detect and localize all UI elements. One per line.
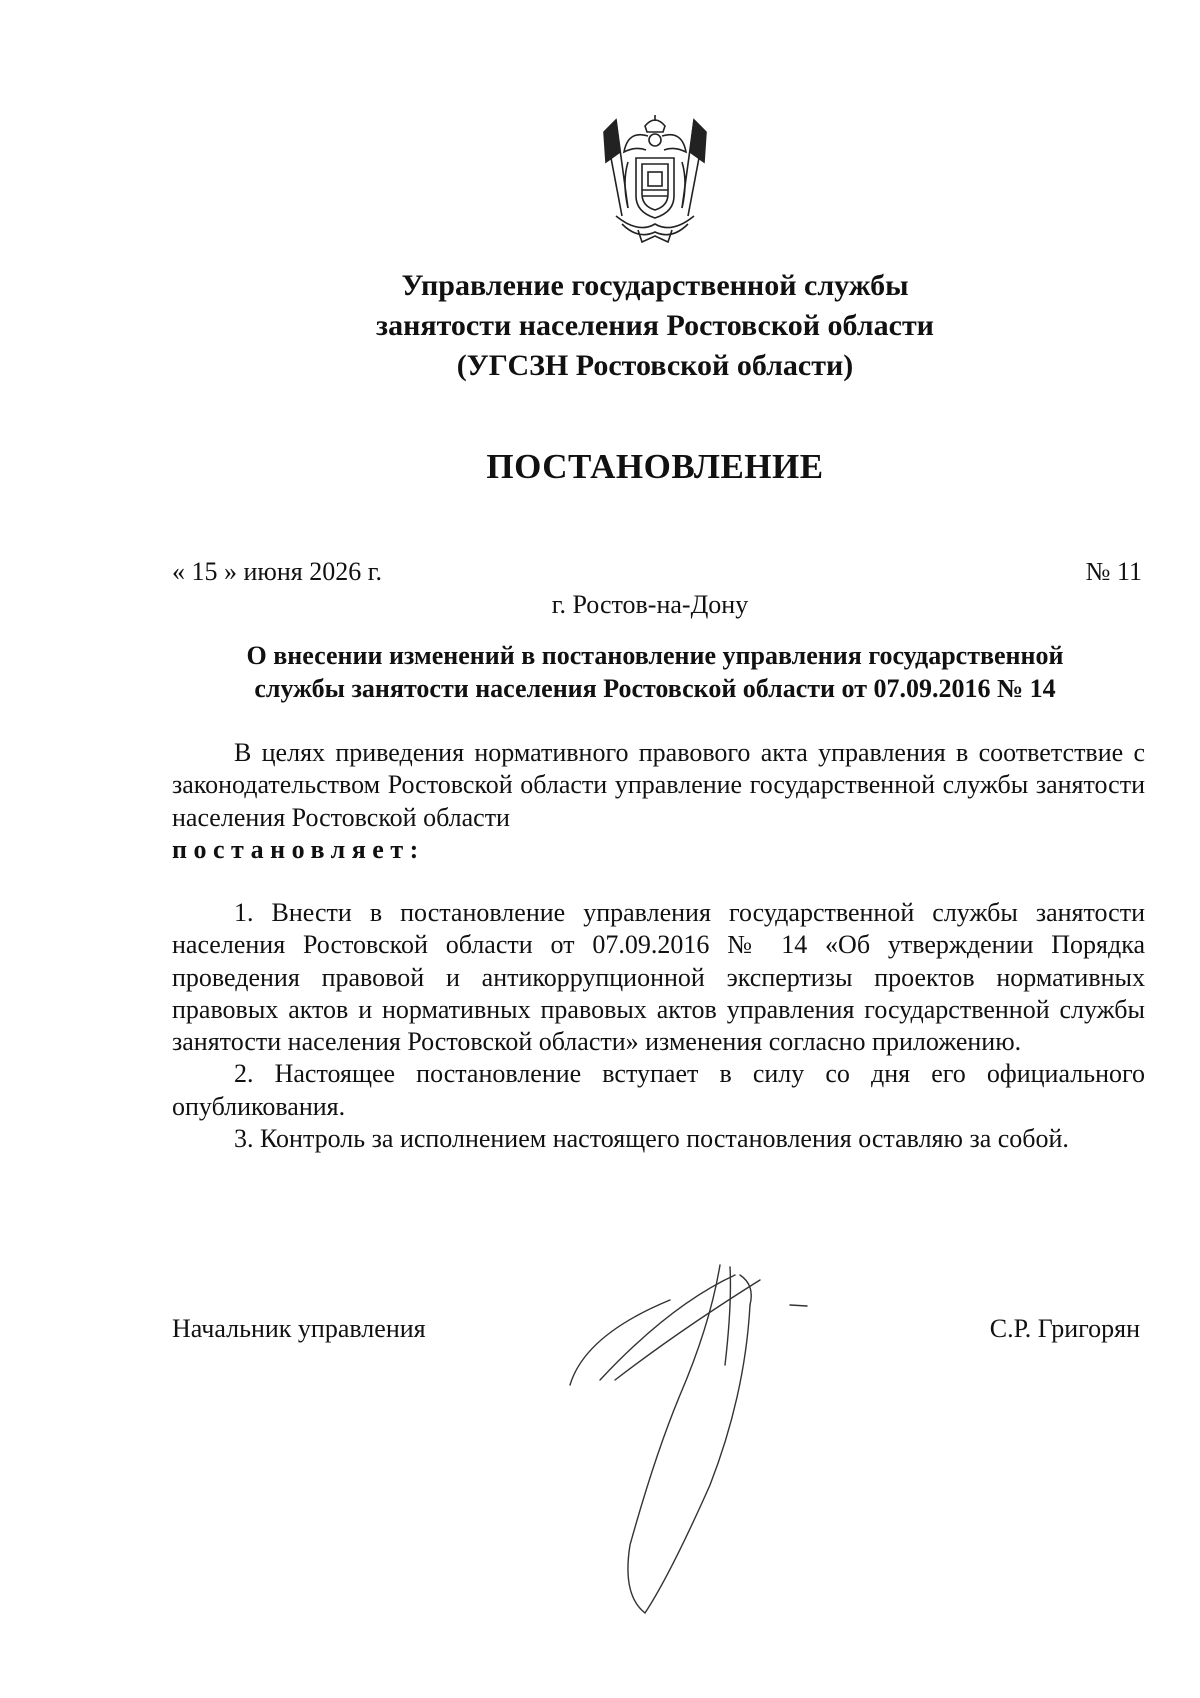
preamble (172, 737, 1145, 866)
document-type-title: ПОСТАНОВЛЕНИЕ (486, 447, 824, 486)
signatory-name: С.Р. Григорян (989, 1314, 1140, 1343)
document-date: « 15 » июня 2026 г. (172, 557, 382, 586)
preamble-text: В целях приведения нормативного правового акта управления в соответствие с законодательством Ростовской области управление государственной службы занятости населения Ростовской области (172, 738, 1145, 832)
document-subject-line-1: О внесении изменений в постановление управления государственной (246, 641, 1064, 670)
document-number: № 11 (1085, 557, 1142, 586)
decree-item-2: 2. Настоящее постановление вступает в силу со дня его официального опубликования. (172, 1059, 1145, 1121)
document-city: г. Ростов-на-Дону (551, 590, 749, 619)
decree-word: постановляет: (172, 834, 425, 864)
decree-item-3: 3. Контроль за исполнением настоящего постановления оставляю за собой. (234, 1124, 1069, 1154)
organization-name-line-2: занятости населения Ростовской области (376, 309, 934, 342)
coat-of-arms-icon (598, 112, 712, 246)
decree-item-1: 1. Внести в постановление управления государственной службы занятости населения Ростовской области от 07.09.2016 № 14 «Об утверждении Порядка проведения правовой и антикоррупционной экспертизы проектов нормативных правовых актов и нормативных правовых актов управления государственной службы занятости населения Ростовской области» изменения согласно приложению. (172, 898, 1145, 1057)
organization-abbreviation: (УГСЗН Ростовской области) (456, 349, 854, 382)
document-subject-line-2: службы занятости населения Ростовской области от 07.09.2016 № 14 (254, 674, 1056, 703)
signatory-position: Начальник управления (172, 1314, 426, 1343)
organization-name-line-1: Управление государственной службы (401, 269, 909, 302)
handwritten-signature-icon (560, 1245, 860, 1615)
decree-items (172, 897, 1145, 1155)
